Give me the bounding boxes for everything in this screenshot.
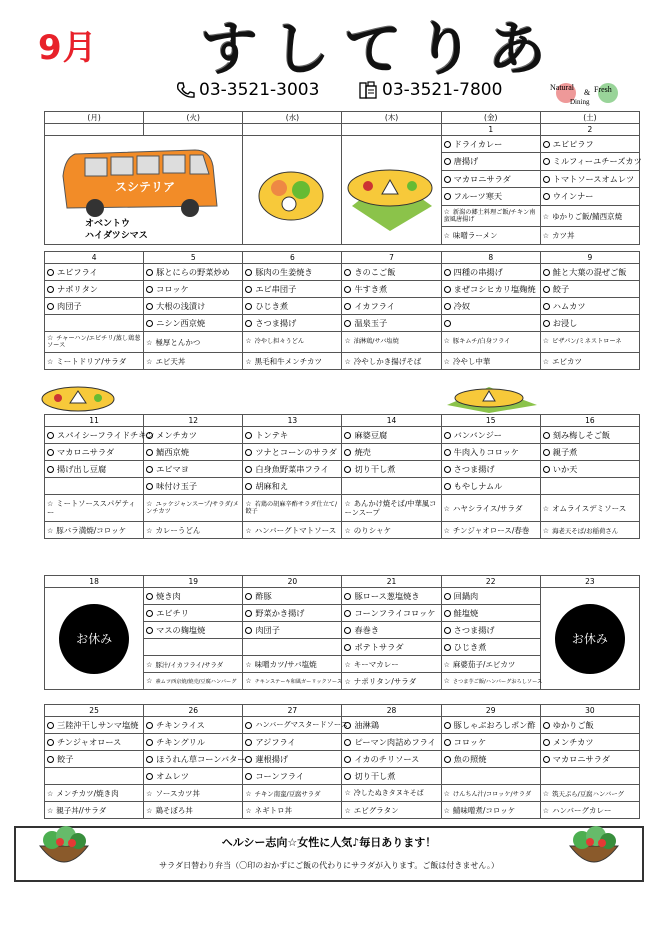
special-item: ☆ メンチカツ/焼き肉 — [45, 785, 144, 802]
special-item: ☆ ゆかりご飯/鯖西京焼 — [540, 205, 639, 227]
day-number: 29 — [441, 705, 540, 717]
menu-item: メンチカツ — [540, 734, 639, 751]
week-3-table — [44, 414, 640, 539]
menu-item: マカロニサラダ — [45, 444, 144, 461]
bento-decoration — [40, 383, 116, 413]
menu-item: ウインナー — [540, 188, 639, 205]
bento-box-illustration — [243, 136, 339, 240]
day-number: 6 — [243, 252, 342, 264]
holiday-badge: お休み — [555, 604, 625, 674]
salad-notice-box — [14, 826, 644, 882]
weekday-sat: (土) — [540, 112, 639, 124]
month-label: 9月 — [38, 28, 98, 68]
day-number: 23 — [540, 576, 639, 588]
menu-item: コーンフライ — [243, 768, 342, 785]
menu-item: 刻み梅しそご飯 — [540, 427, 639, 444]
onigiri-illustration-cell — [342, 136, 441, 245]
menu-item — [45, 768, 144, 785]
menu-item: 魚の照焼 — [441, 751, 540, 768]
fax-number: 03-3521-7800 — [382, 80, 503, 100]
special-item: ☆ ユッケジャンスープ/サラダ/メンチカツ — [144, 495, 243, 522]
menu-item: 春巻き — [342, 622, 441, 639]
weekday-mon: (月) — [45, 112, 144, 124]
menu-item — [441, 315, 540, 332]
menu-item: 鮭と大葉の混ぜご飯 — [540, 264, 639, 281]
day-number: 15 — [441, 415, 540, 427]
menu-item — [243, 639, 342, 656]
menu-item: 餃子 — [540, 281, 639, 298]
menu-item: さつま揚げ — [441, 622, 540, 639]
week-4-table — [44, 575, 640, 690]
special-item: ☆ 筑天ぷら/豆腐ハンバーグ — [540, 785, 639, 802]
day-number: 16 — [540, 415, 639, 427]
menu-item: 野菜かき揚げ — [243, 605, 342, 622]
special-item: ☆ 若鶏の胡麻辛酢サラダ仕立て/餃子 — [243, 495, 342, 522]
special-item: ☆ 素ムツ西京焼/焼売/豆腐ハンバーグ — [144, 673, 243, 690]
svg-text:スシテリア: スシテリア — [115, 180, 176, 194]
menu-item: 肉団子 — [45, 298, 144, 315]
day-number: 25 — [45, 705, 144, 717]
special-item: ☆ オムライスデミソース — [540, 495, 639, 522]
special-item: ☆ 鶏そぼろ丼 — [144, 802, 243, 819]
special-item: ☆ チキン南蛮/豆腐サラダ — [243, 785, 342, 802]
fax-icon — [358, 80, 378, 100]
menu-item: 切り干し煮 — [342, 768, 441, 785]
day-number: 7 — [342, 252, 441, 264]
menu-item: 切り干し煮 — [342, 461, 441, 478]
special-item: ☆ 黒毛和牛メンチカツ — [243, 353, 342, 370]
special-item: ☆ 冷やし担々うどん — [243, 332, 342, 353]
special-item: ☆ 冷やしかき揚げそば — [342, 353, 441, 370]
special-item: ☆ カツ丼 — [540, 227, 639, 245]
menu-item: 麻婆豆腐 — [342, 427, 441, 444]
special-item: ☆ ソースカツ丼 — [144, 785, 243, 802]
menu-item: ゆかりご飯 — [540, 717, 639, 734]
special-item: ☆ 豚キムチ/白身フライ — [441, 332, 540, 353]
svg-text:&: & — [584, 88, 591, 97]
menu-item: イカのチリソース — [342, 751, 441, 768]
menu-item: 肉団子 — [243, 622, 342, 639]
menu-item: 蓮根揚げ — [243, 751, 342, 768]
phone-icon — [175, 81, 195, 99]
svg-text:オベントウ: オベントウ — [85, 219, 131, 229]
day-number: 11 — [45, 415, 144, 427]
menu-item: もやしナムル — [441, 478, 540, 495]
menu-item: 焼き肉 — [144, 588, 243, 605]
menu-item: 豚肉の生姜焼き — [243, 264, 342, 281]
special-item: ☆ 味噌ラーメン — [441, 227, 540, 245]
special-item: ☆ 豚汁/イカフライ/サラダ — [144, 656, 243, 673]
special-item: ☆ カレーうどん — [144, 522, 243, 539]
special-item: ☆ さつま芋ご飯/ハンバーグおろしソース — [441, 673, 540, 690]
menu-item: スパイシーフライドチキン — [45, 427, 144, 444]
special-item: ☆ けんちん汁/コロッケ/サラダ — [441, 785, 540, 802]
special-item: ☆ 豚バラ満焼/コロッケ — [45, 522, 144, 539]
menu-item: 鯖西京焼 — [144, 444, 243, 461]
week-2-table — [44, 251, 640, 370]
menu-item — [45, 478, 144, 495]
special-item: ☆ 冷やし中華 — [441, 353, 540, 370]
day-number: 22 — [441, 576, 540, 588]
week-1-table — [44, 111, 640, 245]
menu-item: 胡麻和え — [243, 478, 342, 495]
week-5-table — [44, 704, 640, 819]
special-item: ☆ ハヤシライス/サラダ — [441, 495, 540, 522]
menu-item: 餃子 — [45, 751, 144, 768]
day-number: 18 — [45, 576, 144, 588]
menu-item: 親子煮 — [540, 444, 639, 461]
special-item: ☆ ハンバーグカレー — [540, 802, 639, 819]
menu-item: 白身魚野菜串フライ — [243, 461, 342, 478]
menu-item: いか天 — [540, 461, 639, 478]
onigiri-plate-illustration — [342, 136, 438, 240]
menu-item: メンチカツ — [144, 427, 243, 444]
special-item: ☆ 鯖味噌煮/コロッケ — [441, 802, 540, 819]
menu-item: 豚しゃぶおろしポン酢 — [441, 717, 540, 734]
menu-item: ハムカツ — [540, 298, 639, 315]
menu-item: エビ串団子 — [243, 281, 342, 298]
menu-item: 唐揚げ — [441, 153, 540, 170]
special-item: ☆ チンジャオロース/春巻 — [441, 522, 540, 539]
special-item: ☆ のりシャケ — [342, 522, 441, 539]
menu-item: 豚ロース葱塩焼き — [342, 588, 441, 605]
onigiri-decoration — [437, 383, 541, 413]
special-item: ☆ 極厚とんかつ — [144, 332, 243, 353]
special-item: ☆ チキンステーキ和風ガーリックソース — [243, 673, 342, 690]
day-number: 5 — [144, 252, 243, 264]
tel-contact — [175, 80, 319, 100]
menu-item: きのこご飯 — [342, 264, 441, 281]
day-number: 8 — [441, 252, 540, 264]
menu-item: 牛肉入りコロッケ — [441, 444, 540, 461]
holiday-badge: お休み — [59, 604, 129, 674]
special-item: ☆ 冷したぬきタヌキそば — [342, 785, 441, 802]
menu-item: ハンバーグマスタードソース — [243, 717, 342, 734]
menu-item: ひじき煮 — [441, 639, 540, 656]
day-number: 30 — [540, 705, 639, 717]
menu-item: ナポリタン — [45, 281, 144, 298]
salad-description: サラダ日替わり弁当（〇印のおかずにご飯の代わりにサラダが入ります。ご飯は付きません。） — [159, 861, 499, 870]
special-item: ☆ ハンバーグトマトソース — [243, 522, 342, 539]
truck-illustration-cell — [45, 136, 243, 245]
menu-item: 牛すき煮 — [342, 281, 441, 298]
special-item: ☆ あんかけ焼そば/中華風コーンスープ — [342, 495, 441, 522]
menu-item: エビピラフ — [540, 136, 639, 153]
menu-item — [144, 639, 243, 656]
svg-text:Natural: Natural — [550, 83, 574, 92]
menu-item: 油淋鶏 — [342, 717, 441, 734]
special-item: ☆ ナポリタン/サラダ — [342, 673, 441, 690]
menu-item: オムレツ — [144, 768, 243, 785]
menu-item — [540, 768, 639, 785]
menu-item: 鮭塩焼 — [441, 605, 540, 622]
menu-item: さつま揚げ — [243, 315, 342, 332]
menu-item: チキングリル — [144, 734, 243, 751]
day-number: 13 — [243, 415, 342, 427]
menu-item — [45, 315, 144, 332]
weekday-thu: (木) — [342, 112, 441, 124]
menu-item: トンテキ — [243, 427, 342, 444]
menu-item: ひじき煮 — [243, 298, 342, 315]
menu-item: 大根の浅漬け — [144, 298, 243, 315]
special-item: ☆ 油淋鶏/サバ塩焼 — [342, 332, 441, 353]
svg-text:Fresh: Fresh — [594, 85, 612, 94]
menu-item: ほうれん草コーンバター — [144, 751, 243, 768]
menu-item: 味付け玉子 — [144, 478, 243, 495]
fax-contact — [358, 80, 502, 100]
menu-item: まぜコシヒカリ塩麹焼 — [441, 281, 540, 298]
day-number: 4 — [45, 252, 144, 264]
day-number: 19 — [144, 576, 243, 588]
menu-item: トマトソースオムレツ — [540, 170, 639, 187]
special-item: ☆ 親子丼//サラダ — [45, 802, 144, 819]
special-item: ☆ エビ天丼 — [144, 353, 243, 370]
menu-item — [441, 768, 540, 785]
svg-text:Dining: Dining — [570, 98, 590, 106]
menu-item: バンバンジー — [441, 427, 540, 444]
menu-item: コロッケ — [441, 734, 540, 751]
menu-item: コーンフライコロッケ — [342, 605, 441, 622]
menu-item: ニシン西京焼 — [144, 315, 243, 332]
day-number: 2 — [540, 124, 639, 136]
menu-item: エビフライ — [45, 264, 144, 281]
weekday-wed: (水) — [243, 112, 342, 124]
holiday-cell — [540, 588, 639, 690]
day-number: 20 — [243, 576, 342, 588]
special-item: ☆ チャーハン/エビチリ/蒸し鶏葱ソース — [45, 332, 144, 353]
special-item: ☆ ミートドリア/サラダ — [45, 353, 144, 370]
menu-item: マカロニサラダ — [441, 170, 540, 187]
special-item: ☆ ビザパン/ミネストローネ — [540, 332, 639, 353]
day-number: 26 — [144, 705, 243, 717]
menu-item: エビチリ — [144, 605, 243, 622]
bento-illustration-cell — [243, 136, 342, 245]
svg-text:ハイダツシマス: ハイダツシマス — [85, 231, 148, 241]
menu-item: 三陸沖干しサンマ塩焼 — [45, 717, 144, 734]
menu-item: マカロニサラダ — [540, 751, 639, 768]
menu-item — [540, 478, 639, 495]
salad-headline: ヘルシー志向☆女性に人気♪毎日あります！ — [221, 836, 437, 849]
menu-item: 四種の串揚げ — [441, 264, 540, 281]
day-number: 14 — [342, 415, 441, 427]
menu-item: コロッケ — [144, 281, 243, 298]
natural-fresh-logo — [548, 80, 628, 106]
delivery-van-illustration — [45, 136, 235, 240]
menu-item: 回鍋肉 — [441, 588, 540, 605]
menu-item: ツナとコーンのサラダ — [243, 444, 342, 461]
menu-item: 豚とにらの野菜炒め — [144, 264, 243, 281]
special-item: ☆ 海老天そば/お稲荷さん — [540, 522, 639, 539]
day-number: 21 — [342, 576, 441, 588]
day-number: 28 — [342, 705, 441, 717]
menu-item: ミルフィーユチーズカツ — [540, 153, 639, 170]
special-item: ☆ エビグラタン — [342, 802, 441, 819]
special-item: ☆ 新潟の郷土料理ご飯/チキン南蛮風唐揚げ — [441, 205, 540, 227]
special-item: ☆ 味噌カツ/サバ塩焼 — [243, 656, 342, 673]
day-number: 9 — [540, 252, 639, 264]
menu-item: 揚げ出し豆腐 — [45, 461, 144, 478]
special-item: ☆ キーマカレー — [342, 656, 441, 673]
tel-number: 03-3521-3003 — [199, 80, 320, 100]
weekday-fri: (金) — [441, 112, 540, 124]
menu-item: ポテトサラダ — [342, 639, 441, 656]
menu-item: ピーマン肉詰めフライ — [342, 734, 441, 751]
day-number: 27 — [243, 705, 342, 717]
shop-title: すしてりあ — [199, 15, 560, 83]
special-item: ☆ ネギトロ丼 — [243, 802, 342, 819]
special-item: ☆ エビカツ — [540, 353, 639, 370]
menu-item: チキンライス — [144, 717, 243, 734]
menu-item: チンジャオロース — [45, 734, 144, 751]
weekday-tue: (火) — [144, 112, 243, 124]
day-number: 1 — [441, 124, 540, 136]
menu-item: 酢豚 — [243, 588, 342, 605]
special-item: ☆ 麻婆茄子/エビカツ — [441, 656, 540, 673]
menu-item: 焼売 — [342, 444, 441, 461]
menu-item: 温泉玉子 — [342, 315, 441, 332]
menu-item: さつま揚げ — [441, 461, 540, 478]
menu-item: フルーツ寒天 — [441, 188, 540, 205]
menu-item: ドライカレー — [441, 136, 540, 153]
menu-item: 冷奴 — [441, 298, 540, 315]
day-number: 12 — [144, 415, 243, 427]
menu-item: アジフライ — [243, 734, 342, 751]
menu-item: イカフライ — [342, 298, 441, 315]
holiday-cell — [45, 588, 144, 690]
menu-item: エビマヨ — [144, 461, 243, 478]
special-item: ☆ ミートソーススパゲティー — [45, 495, 144, 522]
menu-item: お浸し — [540, 315, 639, 332]
menu-item — [342, 478, 441, 495]
menu-item: マスの麹塩焼 — [144, 622, 243, 639]
